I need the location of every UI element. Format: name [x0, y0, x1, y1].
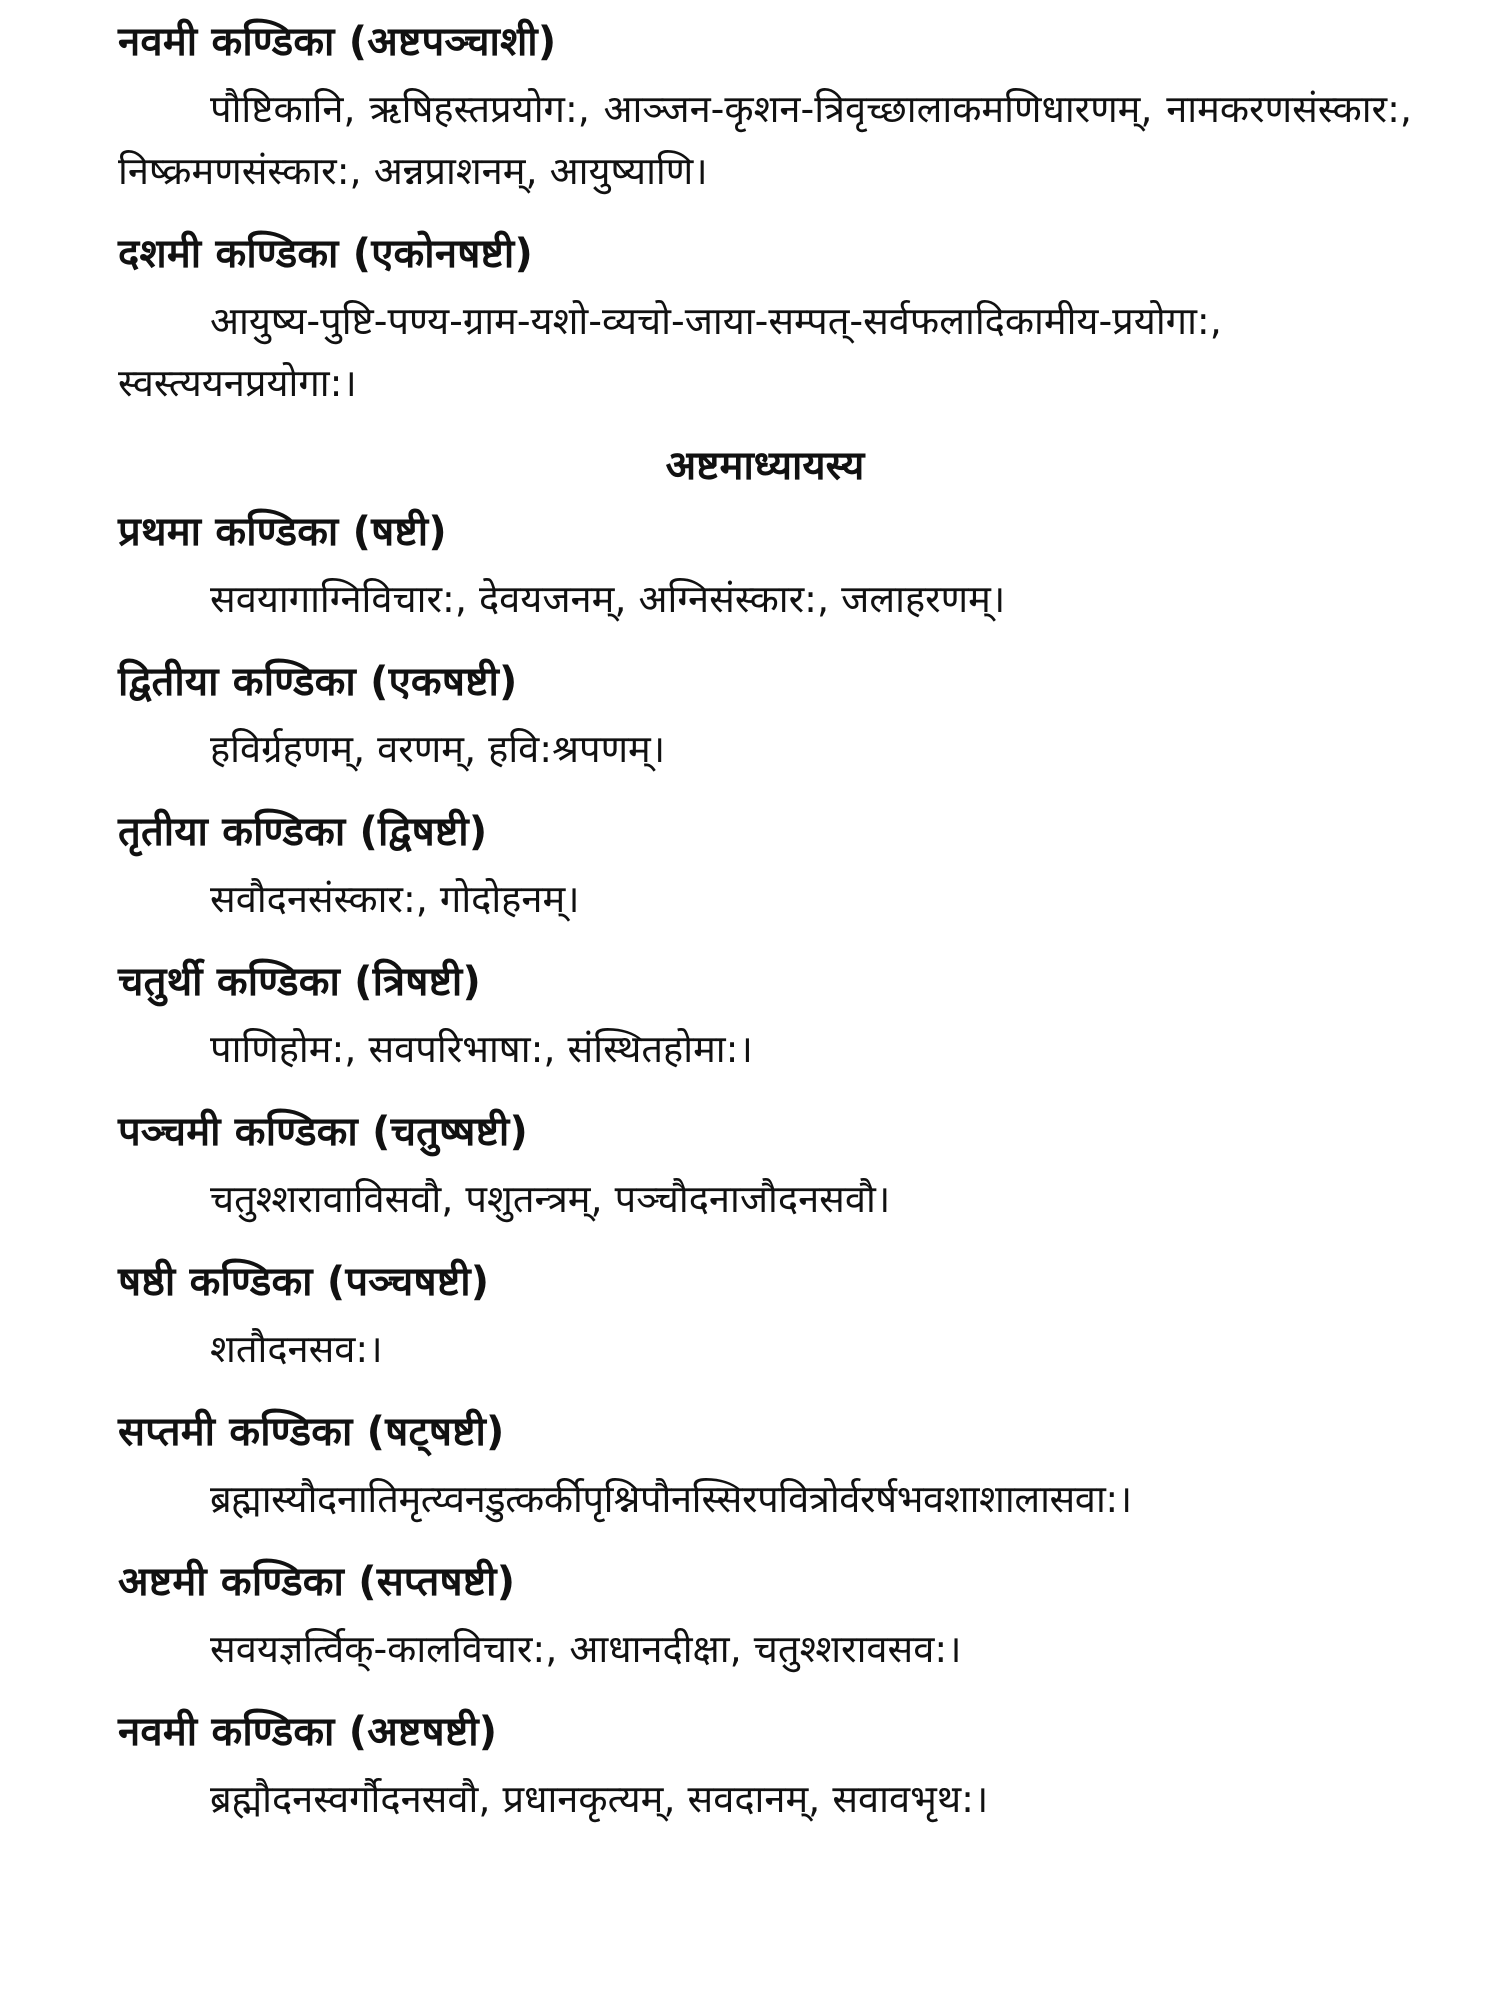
section-text: चतुश्शरावाविसवौ, पशुतन्त्रम्, पञ्चौदनाजौदनसवौ।	[210, 1177, 891, 1221]
section-text: ब्रह्मौदनस्वर्गौदनसवौ, प्रधानकृत्यम्, सवदानम्, सवावभृथ:।	[210, 1777, 989, 1821]
chapter-title: अष्टमाध्यायस्य	[665, 443, 865, 489]
chapter-section-7	[118, 1404, 1412, 1530]
section-text: सवौदनसंस्कार:, गोदोहनम्।	[210, 877, 580, 921]
section-heading: चतुर्थी कण्डिका (त्रिषष्टी)	[118, 959, 481, 1005]
section-heading: प्रथमा कण्डिका (षष्टी)	[118, 509, 447, 555]
section-text: हविर्ग्रहणम्, वरणम्, हवि:श्रपणम्।	[210, 727, 666, 771]
section-text: शतौदनसव:।	[210, 1327, 383, 1371]
section-text: ब्रह्मास्यौदनातिमृत्य्वनडुत्कर्कीपृश्निपौनस्सिरपवित्रोर्वरर्षभवशाशालासवा:।	[210, 1477, 1132, 1521]
section-navami	[118, 14, 1412, 202]
section-text: आयुष्य-पुष्टि-पण्य-ग्राम-यशो-व्यचो-जाया-सम्पत्-सर्वफलादिकामीय-प्रयोगा:, स्वस्त्ययनप्रयोगा:।	[118, 299, 1222, 405]
section-heading: पञ्चमी कण्डिका (चतुष्षष्टी)	[118, 1109, 528, 1155]
section-heading: सप्तमी कण्डिका (षट्षष्टी)	[118, 1409, 505, 1455]
section-dashami	[118, 226, 1412, 414]
section-text: पाणिहोम:, सवपरिभाषा:, संस्थितहोमा:।	[210, 1027, 753, 1071]
section-text: सवयागाग्निविचार:, देवयजनम्, अग्निसंस्कार:, जलाहरणम्।	[210, 577, 1006, 621]
section-heading: अष्टमी कण्डिका (सप्तषष्टी)	[118, 1559, 516, 1605]
section-heading: द्वितीया कण्डिका (एकषष्टी)	[118, 659, 518, 705]
chapter-section-4	[118, 954, 1412, 1080]
chapter-section-6	[118, 1254, 1412, 1380]
section-heading: षष्ठी कण्डिका (पञ्चषष्टी)	[118, 1259, 490, 1305]
chapter-section-9	[118, 1704, 1412, 1830]
chapter-section-8	[118, 1554, 1412, 1680]
chapter-section-5	[118, 1104, 1412, 1230]
chapter-section-3	[118, 804, 1412, 930]
section-heading: नवमी कण्डिका (अष्टपञ्चाशी)	[118, 19, 557, 65]
section-text: पौष्टिकानि, ऋषिहस्तप्रयोग:, आञ्जन-कृशन-त्रिवृच्छालाकमणिधारणम्, नामकरणसंस्कार:, निष्क्रमणसंस्कार:, अन्नप्राशनम्, आयुष्याणि।	[118, 87, 1412, 193]
section-heading: नवमी कण्डिका (अष्टषष्टी)	[118, 1709, 498, 1755]
section-text: सवयज्ञर्त्विक्-कालविचार:, आधानदीक्षा, चतुश्शरावसव:।	[210, 1627, 962, 1671]
section-heading: तृतीया कण्डिका (द्विषष्टी)	[118, 809, 488, 855]
section-heading: दशमी कण्डिका (एकोनषष्टी)	[118, 231, 533, 277]
chapter-section-1	[118, 504, 1412, 630]
chapter-section-2	[118, 654, 1412, 780]
